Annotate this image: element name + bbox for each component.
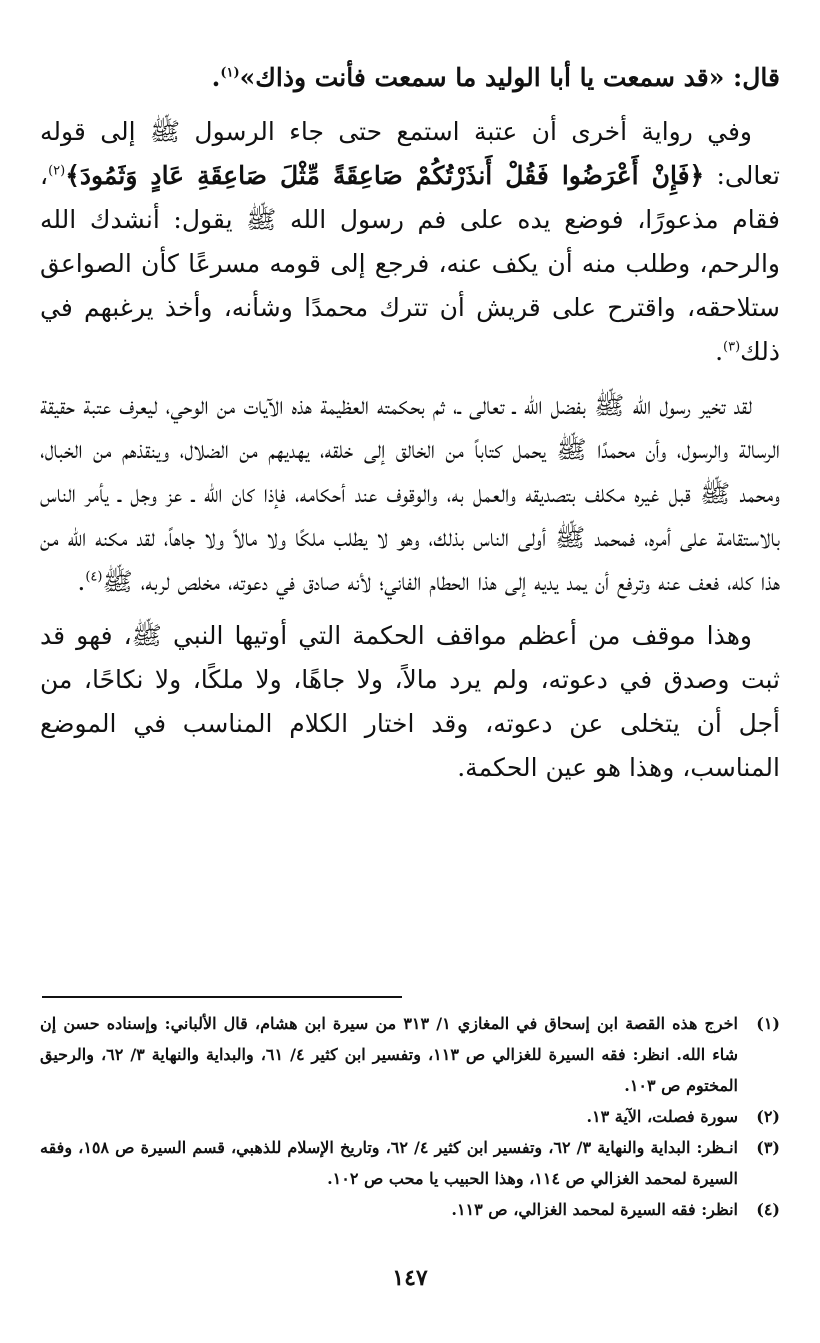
footnote-text: سورة فصلت، الآية ١٣. (586, 1107, 738, 1126)
footnote-3 (40, 1132, 780, 1194)
footnote-number: (١) (756, 1014, 780, 1033)
main-text (40, 56, 780, 800)
footnote-ref-2: (٢) (48, 163, 66, 179)
paragraph-2-intro: وفي رواية أخرى أن عتبة استمع حتى جاء الرسول ﷺ إلى قوله تعالى: (40, 117, 780, 190)
footnote-number: (٢) (756, 1107, 780, 1126)
paragraph-1-text: قال: «قد سمعت يا أبا الوليد ما سمعت فأنت وذاك» (239, 63, 780, 92)
paragraph-1 (40, 56, 780, 100)
footnote-divider (42, 996, 402, 998)
paragraph-3-text: لقد تخير رسول الله ﷺ بفضل الله ـ تعالى ـ، ثم بحكمته العظيمة هذه الآيات من الوحي، ليعرف عتبة حقيقة الرسالة والرسول، وأن محمدًا ﷺ يحمل كتاباً من الخالق إلى خلقه، يهديهم من الضلال، وينقذهم من الخبال، ومحمد ﷺ قبل غيره مكلف بتصديقه والعمل به، والوقوف عند أحكامه، فإذا كان الله ـ عز وجل ـ يأمر الناس بالاستقامة على أمره، فمحمد ﷺ أولى الناس بذلك، وهو لا يطلب ملكًا ولا مالاً ولا جاهاً، لقد مكنه الله من هذا كله، فعف عنه وترفع أن يمد يديه إلى هذا الحطام الفاني؛ لأنه صادق في دعوته، مخلص لربه، ﷺ (40, 391, 780, 596)
footnote-text: اخرج هذه القصة ابن إسحاق في المغازي ١/ ٣١٣ من سيرة ابن هشام، قال الألباني: وإسناده حسن إن شاء الله. انظر: فقه السيرة للغزالي ص ١١٣، وتفسير ابن كثير ٤/ ٦١، والبداية والنهاية ٣/ ٦٢، والرحيق المختوم ص ١٠٣. (40, 1014, 739, 1095)
footnote-ref-3: (٣) (723, 339, 741, 355)
footnote-ref-1: (١) (220, 65, 240, 81)
paragraph-3-end: . (77, 567, 86, 596)
footnote-4 (40, 1194, 780, 1225)
footnote-text: انـظر: البداية والنهاية ٣/ ٦٢، وتفسير ابن كثير ٤/ ٦٢، وتاريخ الإسلام للذهبي، قسم السيرة ص ١٥٨، وفقه السيرة لمحمد الغزالي ص ١١٤، وهذا الحبيب يا محب ص ١٠٢. (40, 1138, 739, 1188)
page-number: ١٤٧ (392, 1265, 428, 1291)
quran-verse: ﴿فَإِنْ أَعْرَضُوا فَقُلْ أَنذَرْتُكُمْ صَاعِقَةً مِّثْلَ صَاعِقَةِ عَادٍ وَثَمُودَ﴾ (65, 161, 705, 190)
footnote-2 (40, 1101, 780, 1132)
paragraph-4-text: وهذا موقف من أعظم مواقف الحكمة التي أوتيها النبي ﷺ، فهو قد ثبت وصدق في دعوته، ولم يرد مالاً، ولا جاهًا، ولا ملكًا، ولا نكاحًا، من أجل أن يتخلى عن دعوته، وقد اختار الكلام المناسب في الموضع المناسب، وهذا هو عين الحكمة. (40, 621, 780, 782)
footnote-text: انظر: فقه السيرة لمحمد الغزالي، ص ١١٣. (451, 1200, 738, 1219)
footnote-number: (٤) (756, 1200, 780, 1219)
paragraph-3 (40, 384, 780, 604)
footnote-ref-4: (٤) (85, 569, 103, 585)
paragraph-1-end: . (211, 63, 221, 92)
paragraph-2-end: . (715, 337, 724, 366)
paragraph-2-body: ، فقام مذعورًا، فوضع يده على فم رسول الله ﷺ يقول: أنشدك الله والرحم، وطلب منه أن يكف عنه، فرجع إلى قومه مسرعًا كأن الصواعق ستلاحقه، واقترح على قريش أن تترك محمدًا وشأنه، وأخذ يرغبهم في ذلك (40, 161, 780, 366)
paragraph-4 (40, 614, 780, 790)
paragraph-2 (40, 110, 780, 374)
footnote-number: (٣) (756, 1138, 780, 1157)
footnotes (40, 1008, 780, 1225)
footnote-1 (40, 1008, 780, 1101)
